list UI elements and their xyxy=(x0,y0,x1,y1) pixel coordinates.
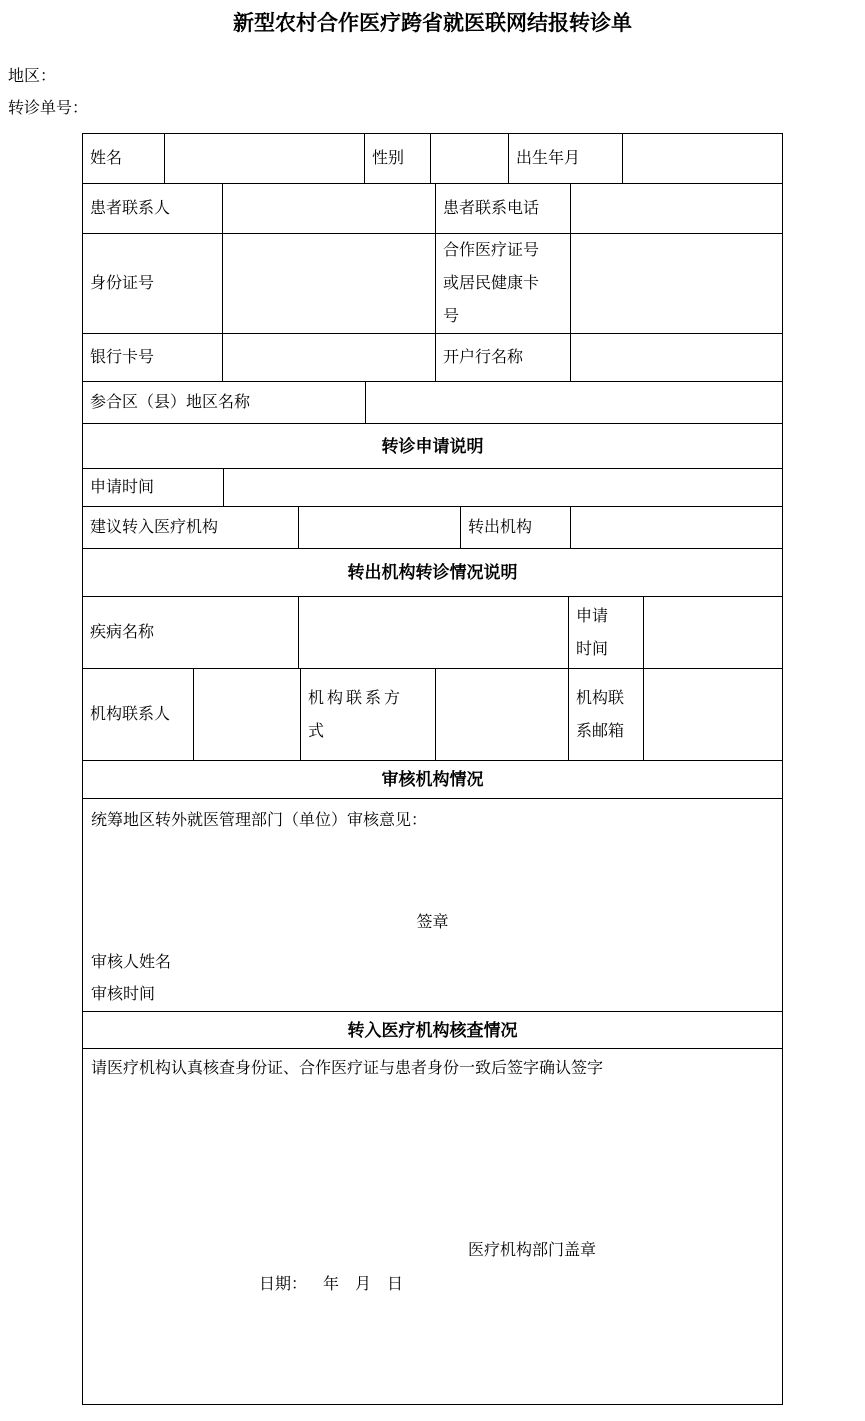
patient-contact-label: 患者联系人 xyxy=(83,184,223,233)
referral-form-table xyxy=(82,133,783,1405)
review-opinion-cell[interactable] xyxy=(83,799,782,1011)
row-request-header xyxy=(83,424,782,469)
id-number-input-cell[interactable] xyxy=(223,234,436,333)
verify-instruction: 请医疗机构认真核查身份证、合作医疗证与患者身份一致后签字确认签字 xyxy=(91,1060,604,1077)
county-input-cell[interactable] xyxy=(366,382,782,423)
page-title: 新型农村合作医疗跨省就医联网结报转诊单 xyxy=(233,11,632,35)
id-number-label: 身份证号 xyxy=(83,234,223,333)
row-verify-header xyxy=(83,1012,782,1049)
org-seal-label: 医疗机构部门盖章 xyxy=(468,1242,597,1259)
row-apply-time xyxy=(83,469,782,507)
patient-contact-input-cell[interactable] xyxy=(223,184,436,233)
row-review-body xyxy=(83,799,782,1012)
review-section-header: 审核机构情况 xyxy=(381,770,484,789)
bank-card-label: 银行卡号 xyxy=(83,334,223,381)
org-contact-email-label-text: 机构联系邮箱 xyxy=(576,689,625,740)
county-label: 参合区（县）地区名称 xyxy=(83,382,366,423)
coop-card-label xyxy=(436,234,571,333)
patient-phone-label: 患者联系电话 xyxy=(436,184,571,233)
verify-section-header: 转入医疗机构核查情况 xyxy=(347,1020,518,1040)
row-review-header xyxy=(83,761,782,799)
review-seal-label: 签章 xyxy=(416,914,449,931)
coop-card-label-text: 合作医疗证号或居民健康卡号 xyxy=(443,242,540,325)
review-time-label: 审核时间 xyxy=(91,986,156,1003)
birth-label: 出生年月 xyxy=(509,134,623,183)
region-label: 地区： xyxy=(8,68,57,85)
row-patient-contact xyxy=(83,184,782,234)
bank-card-input-cell[interactable] xyxy=(223,334,436,381)
review-opinion-label: 统筹地区转外就医管理部门（单位）审核意见： xyxy=(91,812,428,829)
row-verify-body xyxy=(83,1049,782,1404)
gender-input-cell[interactable] xyxy=(431,134,509,183)
name-input-cell[interactable] xyxy=(165,134,365,183)
apply-time-input-cell[interactable] xyxy=(224,469,782,506)
apply-time-label: 申请时间 xyxy=(83,469,224,506)
row-transfer-out-header xyxy=(83,549,782,597)
transfer-apply-time-label-text: 申请时间 xyxy=(576,607,609,658)
to-org-input-cell[interactable] xyxy=(299,507,461,548)
verify-cell[interactable] xyxy=(83,1049,782,1404)
referral-no-label: 转诊单号： xyxy=(8,100,89,117)
to-org-label: 建议转入医疗机构 xyxy=(83,507,299,548)
from-org-input-cell[interactable] xyxy=(571,507,782,548)
document-page xyxy=(0,8,865,1405)
row-bank xyxy=(83,334,782,382)
row-county xyxy=(83,382,782,424)
org-contact-email-label xyxy=(569,669,644,760)
org-contact-method-label-text: 机构联系方式 xyxy=(308,689,404,740)
from-org-label: 转出机构 xyxy=(461,507,571,548)
request-section-header: 转诊申请说明 xyxy=(381,436,484,456)
patient-phone-input-cell[interactable] xyxy=(571,184,782,233)
row-id-numbers xyxy=(83,234,782,334)
bank-name-input-cell[interactable] xyxy=(571,334,782,381)
birth-input-cell[interactable] xyxy=(623,134,782,183)
row-patient-basic xyxy=(83,134,782,184)
row-disease xyxy=(83,597,782,669)
disease-label: 疾病名称 xyxy=(83,597,299,668)
org-contact-label: 机构联系人 xyxy=(83,669,194,760)
row-org-contact xyxy=(83,669,782,761)
name-label: 姓名 xyxy=(83,134,165,183)
org-contact-email-input-cell[interactable] xyxy=(644,669,782,760)
date-label: 日期： 年 月 日 xyxy=(259,1276,404,1293)
transfer-out-section-header: 转出机构转诊情况说明 xyxy=(347,563,518,582)
org-contact-method-input-cell[interactable] xyxy=(436,669,569,760)
gender-label: 性别 xyxy=(365,134,431,183)
bank-name-label: 开户行名称 xyxy=(436,334,571,381)
disease-input-cell[interactable] xyxy=(299,597,569,668)
coop-card-input-cell[interactable] xyxy=(571,234,782,333)
org-contact-input-cell[interactable] xyxy=(194,669,301,760)
reviewer-name-label: 审核人姓名 xyxy=(91,954,172,971)
transfer-apply-time-label xyxy=(569,597,644,668)
transfer-apply-time-input-cell[interactable] xyxy=(644,597,782,668)
org-contact-method-label xyxy=(301,669,436,760)
row-orgs xyxy=(83,507,782,549)
